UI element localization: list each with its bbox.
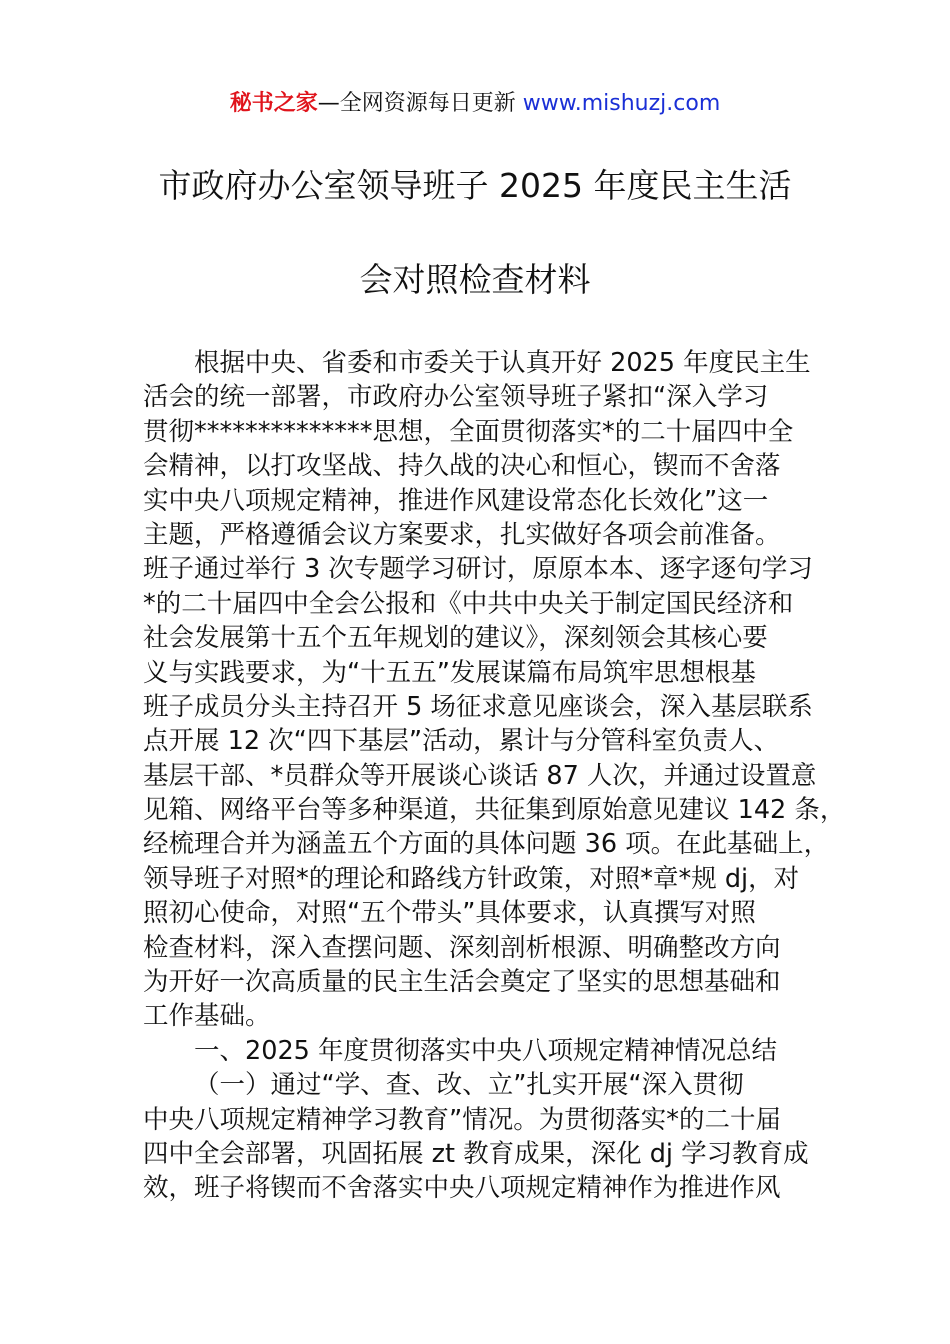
paragraph-line: 班子通过举行 3 次专题学习研讨，原原本本、逐字逐句学习 [143, 554, 813, 585]
paragraph-line: 经梳理合并为涵盖五个方面的具体问题 36 项。在此基础上， [143, 829, 830, 860]
paragraph-line: 领导班子对照*的理论和路线方针政策，对照*章*规 dj，对 [143, 863, 800, 894]
paragraph-line: *的二十届四中全会公报和《中共中央关于制定国民经济和 [143, 588, 794, 619]
paragraph-line: 社会发展第十五个五年规划的建议》，深刻领会其核心要 [143, 623, 768, 654]
paragraph-line: 贯彻**************思想，全面贯彻落实*的二十届四中全 [143, 416, 794, 447]
subsection-heading: （一）通过“学、查、改、立”扎实开展“深入贯彻 [194, 1070, 744, 1101]
paragraph-line: 班子成员分头主持召开 5 场征求意见座谈会，深入基层联系 [143, 691, 813, 722]
paragraph-line: 活会的统一部署，市政府办公室领导班子紧扣“深入学习 [143, 382, 769, 413]
paragraph-line: 根据中央、省委和市委关于认真开好 2025 年度民主生 [194, 348, 811, 378]
website-link[interactable]: www.mishuzj.com [522, 91, 721, 116]
paragraph-line: 义与实践要求，为“十五五”发展谋篇布局筑牢思想根基 [143, 657, 756, 688]
title-line-1: 市政府办公室领导班子 2025 年度民主生活 [158, 166, 792, 205]
site-header [0, 88, 950, 120]
paragraph-line: 照初心使命，对照“五个带头”具体要求，认真撰写对照 [143, 898, 756, 929]
paragraph-line: 主题，严格遵循会议方案要求，扎实做好各项会前准备。 [143, 519, 781, 550]
paragraph-line: 效，班子将锲而不舍落实中央八项规定精神作为推进作风 [143, 1173, 781, 1204]
paragraph-line: 见箱、网络平台等多种渠道，共征集到原始意见建议 142 条， [143, 795, 846, 826]
paragraph-line: 为开好一次高质量的民主生活会奠定了坚实的思想基础和 [143, 967, 781, 998]
paragraph-line: 点开展 12 次“四下基层”活动，累计与分管科室负责人、 [143, 726, 780, 757]
paragraph-line: 实中央八项规定精神，推进作风建设常态化长效化”这一 [143, 485, 769, 516]
document-body [143, 346, 846, 1206]
paragraph-line: 四中全会部署，巩固拓展 zt 教育成果，深化 dj 学习教育成 [143, 1138, 809, 1169]
title-line-2: 会对照检查材料 [359, 260, 591, 299]
paragraph-line: 检查材料，深入查摆问题、深刻剖析根源、明确整改方向 [143, 932, 781, 963]
paragraph-line: 工作基础。 [143, 1001, 271, 1032]
header-tagline: —全网资源每日更新 [317, 91, 523, 116]
paragraph-line: 会精神，以打攻坚战、持久战的决心和恒心，锲而不舍落 [143, 451, 781, 482]
paragraph-line: 中央八项规定精神学习教育”情况。为贯彻落实*的二十届 [143, 1104, 781, 1135]
document-title [0, 160, 950, 306]
brand-name: 秘书之家 [229, 91, 318, 116]
section-heading: 一、2025 年度贯彻落实中央八项规定精神情况总结 [194, 1035, 778, 1066]
paragraph-line: 基层干部、*员群众等开展谈心谈话 87 人次，并通过设置意 [143, 760, 817, 791]
